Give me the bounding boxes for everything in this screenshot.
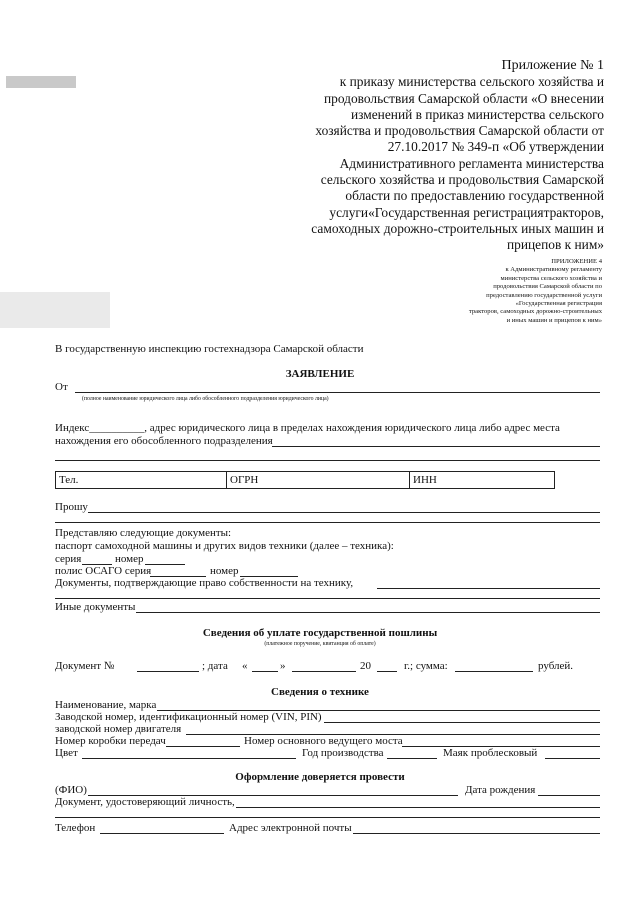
id-doc-field-2[interactable] <box>55 817 600 818</box>
header-line: к приказу министерства сельского хозяйства и <box>339 74 604 90</box>
address-field-2[interactable] <box>55 460 600 461</box>
tel-label: Тел. <box>59 474 79 486</box>
series-label: серия <box>55 553 82 565</box>
color-label: Цвет <box>55 747 78 759</box>
header-line: Приложение № 1 <box>501 58 604 73</box>
quote-open: « <box>242 660 248 672</box>
date-label: ; дата <box>202 660 228 672</box>
engine-no-label: заводской номер двигателя <box>55 723 182 735</box>
ownership-docs-field[interactable] <box>377 588 600 589</box>
appendix-line: министерства сельского хозяйства и <box>500 274 602 282</box>
appendix-line: предоставлению государственной услуги <box>486 291 602 299</box>
other-docs-label: Иные документы <box>55 601 136 613</box>
day-field[interactable] <box>252 671 278 672</box>
sum-label: г.; сумма: <box>404 660 448 672</box>
ogrn-label: ОГРН <box>230 474 259 486</box>
tel-cell[interactable] <box>55 471 227 489</box>
scan-noise <box>0 292 110 328</box>
phone-field[interactable] <box>100 833 224 834</box>
birth-date-field[interactable] <box>538 795 600 796</box>
address-field[interactable] <box>272 446 600 447</box>
addressee: В государственную инспекцию гостехнадзора Самарской области <box>55 343 364 355</box>
header-line: самоходных дорожно-строительных иных машин и <box>311 220 604 236</box>
header-line: продовольствия Самарской области «О внесении <box>323 90 604 106</box>
from-label: От <box>55 381 68 393</box>
header-line: сельского хозяйства и продовольствия Самарской <box>320 172 604 188</box>
appendix-line: ПРИЛОЖЕНИЕ 4 <box>551 258 602 265</box>
rubles-label: рублей. <box>538 660 574 672</box>
inn-cell[interactable] <box>409 471 555 489</box>
ownership-docs-label: Документы, подтверждающие право собственности на технику, <box>55 577 354 589</box>
header-line: изменений в приказ министерства сельского <box>350 106 604 122</box>
form-title: ЗАЯВЛЕНИЕ <box>285 368 355 380</box>
request-field[interactable] <box>88 512 600 513</box>
factory-no-field[interactable] <box>324 722 600 723</box>
request-field-2[interactable] <box>55 522 600 523</box>
fio-label: (ФИО) <box>55 784 87 796</box>
appendix-line: «Государственная регистрация <box>515 300 602 308</box>
number-label: номер <box>115 553 144 565</box>
email-label: Адрес электронной почты <box>229 822 352 834</box>
from-field[interactable] <box>75 392 600 393</box>
header-line: Административного регламента министерства <box>339 155 604 171</box>
beacon-field[interactable] <box>545 758 600 759</box>
scan-noise <box>6 76 76 88</box>
tech-title: Сведения о технике <box>271 686 369 698</box>
beacon-label: Маяк проблесковый <box>443 747 538 759</box>
passport-line: паспорт самоходной машины и других видов техники (далее – техника): <box>55 540 394 552</box>
payment-hint: (платежное поручение, квитанция об оплате) <box>264 641 376 647</box>
proxy-title: Оформление доверяется провести <box>235 771 405 783</box>
header-line: хозяйства и продовольствия Самарской области от <box>315 123 604 139</box>
gearbox-no-field[interactable] <box>166 746 240 747</box>
other-docs-field[interactable] <box>136 612 600 613</box>
name-brand-label: Наименование, марка <box>55 699 157 711</box>
header-line: прицепов к ним» <box>506 237 604 253</box>
payment-title: Сведения об уплате государственной пошлины <box>202 627 438 639</box>
from-hint: (полное наименование юридического лица либо обособленного подразделения юридического лица) <box>82 396 329 402</box>
index-line-2: нахождения его обособленного подразделения <box>55 435 273 447</box>
year-made-label: Год производства <box>302 747 384 759</box>
ogrn-cell[interactable] <box>226 471 410 489</box>
quote-close: » <box>280 660 286 672</box>
appendix-line: тракторов, самоходных дорожно-строительных <box>468 308 602 316</box>
appendix-line: к Административному регламенту <box>505 266 602 274</box>
color-field[interactable] <box>82 758 296 759</box>
phone-label: Телефон <box>55 822 96 834</box>
year-field[interactable] <box>377 671 397 672</box>
gearbox-no-label: Номер коробки передач <box>55 735 166 747</box>
birth-date-label: Дата рождения <box>465 784 536 796</box>
header-line: 27.10.2017 № 349-п «Об утверждении <box>387 139 604 155</box>
request-label: Прошу <box>55 501 88 513</box>
osago-number-label: номер <box>210 565 239 577</box>
docs-intro: Представляю следующие документы: <box>55 527 232 539</box>
osago-label: полис ОСАГО серия <box>55 565 152 577</box>
doc-no-field[interactable] <box>137 671 199 672</box>
appendix-header <box>284 58 604 254</box>
header-line: услуги«Государственная регистрациятракторов, <box>329 204 604 220</box>
id-doc-label: Документ, удостоверяющий личность, <box>55 796 235 808</box>
email-field[interactable] <box>353 833 600 834</box>
month-field[interactable] <box>292 671 356 672</box>
appendix-4-header <box>402 258 602 325</box>
ownership-docs-field-2[interactable] <box>55 598 600 599</box>
year-made-field[interactable] <box>387 758 437 759</box>
inn-label: ИНН <box>413 474 437 486</box>
header-line: области по предоставлению государственной <box>345 188 604 204</box>
factory-no-label: Заводской номер, идентификационный номер (VIN, PIN) <box>55 711 322 723</box>
sum-field[interactable] <box>455 671 533 672</box>
appendix-line: продовольствия Самарской области по <box>493 283 602 291</box>
id-doc-field[interactable] <box>236 807 600 808</box>
appendix-line: и иных машин и прицепов к ним» <box>506 316 602 324</box>
index-line-1: Индекс__________, адрес юридического лица в пределах нахождения юридического лица либо адрес места <box>55 422 560 434</box>
doc-no-label: Документ № <box>55 660 115 672</box>
year-prefix: 20 <box>360 660 371 672</box>
axle-no-label: Номер основного ведущего моста <box>244 735 403 747</box>
